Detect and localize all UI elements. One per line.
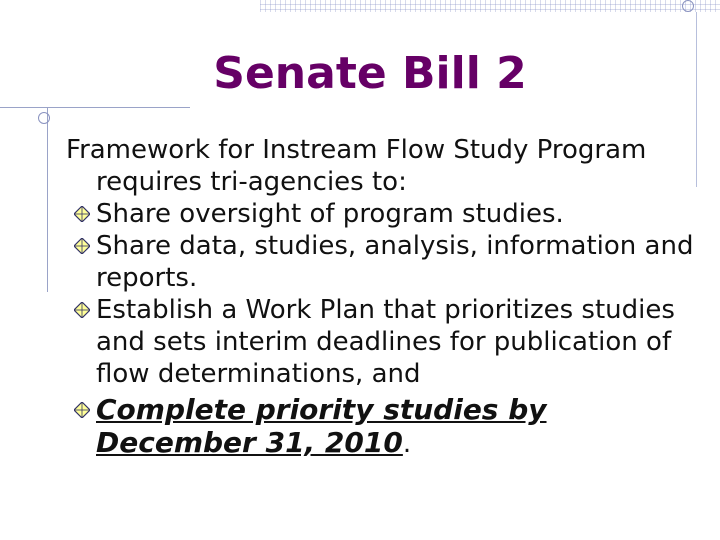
diamond-bullet-icon: [74, 302, 90, 318]
bullet-text: Share data, studies, analysis, information and reports.: [96, 231, 694, 293]
bullet-item-final: [66, 394, 716, 460]
diamond-bullet-icon: [74, 238, 90, 254]
ring-icon: [38, 112, 50, 124]
diamond-bullet-icon: [74, 206, 90, 222]
frame-line-top: [0, 107, 190, 108]
bullet-text: Establish a Work Plan that prioritizes studies and sets interim deadlines for publication of flow determinations, and: [96, 295, 675, 389]
frame-line-left: [47, 107, 48, 292]
diamond-bullet-icon: [74, 402, 90, 418]
bullet-item: [66, 198, 716, 230]
deadline-text: Complete priority studies by December 31, 2010: [96, 393, 547, 459]
slide-title: Senate Bill 2: [213, 48, 527, 99]
bullet-list: [66, 198, 716, 460]
deadline-period: .: [402, 429, 412, 459]
decorative-grid: [260, 0, 720, 12]
bullet-item: [66, 230, 716, 294]
ring-icon: [682, 0, 694, 12]
bullet-item: [66, 294, 716, 390]
intro-text: Framework for Instream Flow Study Program requires tri-agencies to:: [66, 135, 647, 197]
bullet-text: Share oversight of program studies.: [96, 199, 564, 229]
slide-body: [66, 134, 716, 460]
